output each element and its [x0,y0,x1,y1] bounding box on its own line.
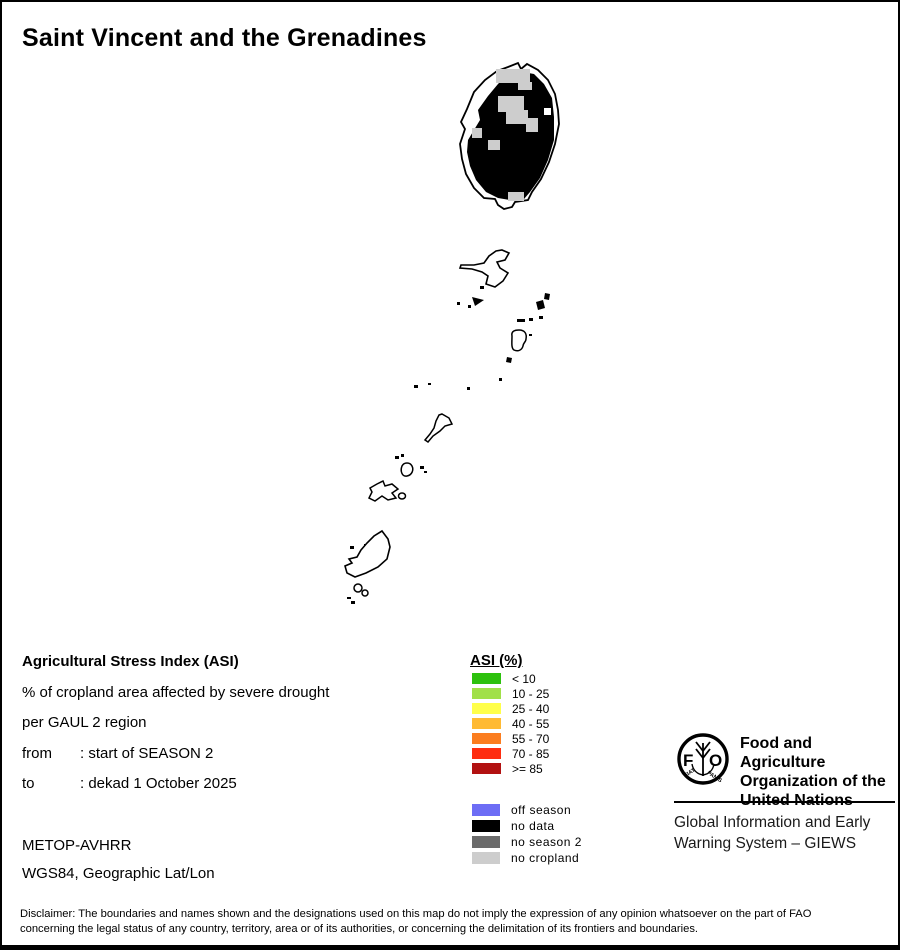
to-value: : dekad 1 October 2025 [80,775,237,792]
legend-title: ASI (%) [470,652,523,669]
legend-row [472,746,549,761]
legend-row [472,686,549,701]
fao-name-line: Food and Agriculture [740,735,826,771]
sensor-name: METOP-AVHRR [22,837,132,854]
islets-south-of-bequia [457,286,484,308]
giews-caption [674,812,870,854]
giews-line: Warning System – GIEWS [674,835,857,852]
from-value: : start of SEASON 2 [80,745,214,762]
legend-label: 10 - 25 [512,686,550,701]
asi-region-note: per GAUL 2 region [22,714,147,731]
battowia-baliceaux-islands [517,293,550,322]
legend-swatch [472,763,501,774]
map-canvas [322,52,602,612]
asi-heading: Agricultural Stress Index (ASI) [22,653,239,670]
page-title: Saint Vincent and the Grenadines [22,24,427,52]
from-label: from [22,745,52,762]
legend-label: >= 85 [512,761,543,776]
canouan-island [425,414,452,442]
asi-description: % of cropland area affected by severe drought [22,684,330,701]
giews-line: Global Information and Early [674,814,871,831]
legend-row [472,818,582,834]
legend-label: 25 - 40 [512,701,550,716]
legend-row [472,671,549,686]
asi-class-legend [472,671,549,776]
bequia-island [460,250,509,287]
legend-swatch [472,820,500,832]
legend-label: off season [511,803,572,817]
legend-row [472,716,549,731]
mustique-island [414,330,532,390]
legend-swatch [472,748,501,759]
carriacou-island [345,531,390,604]
period-from [22,745,213,762]
to-label: to [22,775,35,792]
legend-label: < 10 [512,671,536,686]
fao-logo-icon [676,730,730,788]
fao-organization-name [740,734,898,810]
legend-row [472,761,549,776]
mayreau-island [395,454,427,476]
legend-swatch [472,703,501,714]
legend-swatch [472,852,500,864]
legend-swatch [472,673,501,684]
legend-label: no cropland [511,851,580,865]
disclaimer-text [20,907,892,937]
period-to [22,775,237,792]
union-island [369,481,406,501]
legend-label: no data [511,819,555,833]
legend-swatch [472,733,501,744]
legend-row [472,802,582,818]
projection-name: WGS84, Geographic Lat/Lon [22,865,215,882]
legend-row [472,850,582,866]
water-gap [544,108,551,115]
legend-row [472,834,582,850]
fao-logo-letter-o: O [709,751,723,770]
legend-swatch [472,804,500,816]
legend-row [472,731,549,746]
legend-label: 70 - 85 [512,746,550,761]
legend-label: 40 - 55 [512,716,550,731]
fao-name-line: Organization of the [740,773,886,790]
legend-swatch [472,718,501,729]
legend-row [472,701,549,716]
legend-swatch [472,688,501,699]
saint-vincent-island [460,63,559,209]
disclaimer-line: concerning the legal status of any country, territory, area or of its authorities, or concerning the delimitation of its frontiers and boundaries. [20,923,699,935]
legend-swatch [472,836,500,848]
fao-motto-fiat: FIAT [683,767,697,779]
fao-motto-panis: PANIS [705,770,723,785]
legend-label: no season 2 [511,835,582,849]
fao-logo-letter-f: F [683,751,694,770]
branding-divider [674,801,895,803]
disclaimer-line: Disclaimer: The boundaries and names shown and the designations used on this map do not imply the expression of any opinion whatsoever on the part of FAO [20,908,812,920]
legend-label: 55 - 70 [512,731,550,746]
asi-extra-legend [472,802,582,866]
